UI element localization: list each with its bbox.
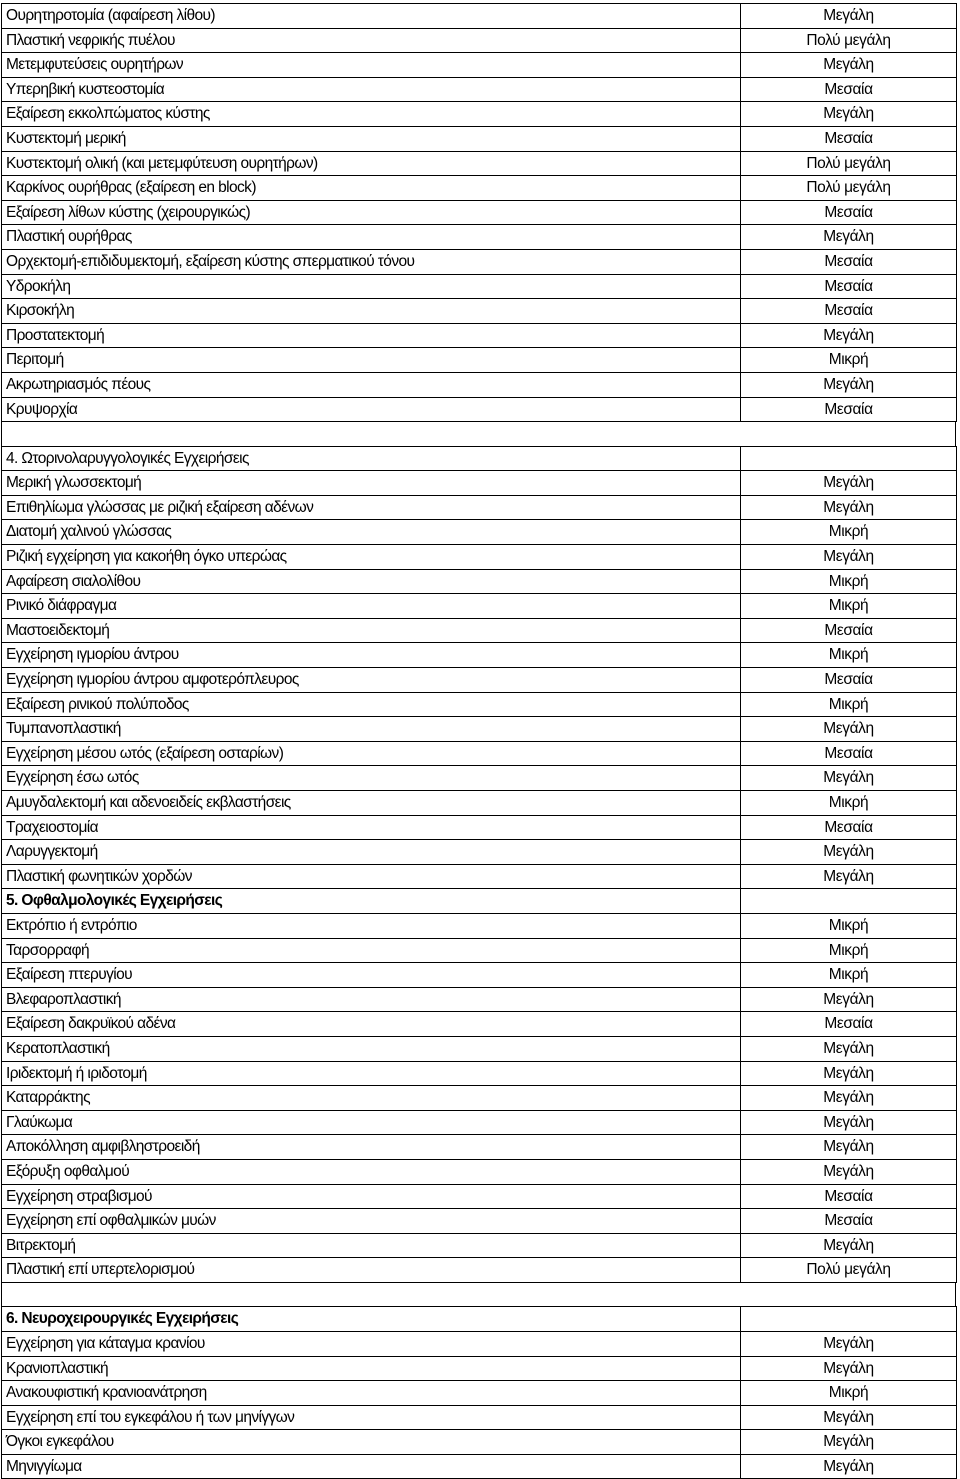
severity-cell: Μικρή <box>741 791 957 815</box>
procedure-cell: Ακρωτηριασμός πέους <box>1 373 741 397</box>
table-row <box>1 1380 957 1405</box>
table-row <box>1 298 957 323</box>
procedure-cell: Προστατεκτομή <box>1 324 741 348</box>
procedure-cell: Όγκοι εγκεφάλου <box>1 1430 741 1454</box>
procedure-cell: Περιτομή <box>1 348 741 372</box>
procedure-cell: Κρανιοπλαστική <box>1 1357 741 1381</box>
procedure-cell: Κερατοπλαστική <box>1 1037 741 1061</box>
procedure-cell: Εγχείρηση μέσου ωτός (εξαίρεση οσταρίων) <box>1 742 741 766</box>
severity-cell: Μεγάλη <box>741 766 957 790</box>
severity-cell: Μικρή <box>741 594 957 618</box>
severity-cell: Μεσαία <box>741 275 957 299</box>
table-row <box>1 446 957 471</box>
procedure-cell: Βιτρεκτομή <box>1 1234 741 1258</box>
procedure-cell: Μετεμφυτεύσεις ουρητήρων <box>1 53 741 77</box>
severity-cell: Μεγάλη <box>741 324 957 348</box>
table-row <box>1 3 957 28</box>
severity-cell: Μικρή <box>741 914 957 938</box>
severity-cell: Μεγάλη <box>741 1160 957 1184</box>
table-row <box>1 692 957 717</box>
severity-cell: Μεσαία <box>741 816 957 840</box>
severity-cell: Μεγάλη <box>741 865 957 889</box>
table-row <box>1 1233 957 1258</box>
procedure-cell: Πλαστική ουρήθρας <box>1 225 741 249</box>
severity-cell: Μεσαία <box>741 250 957 274</box>
severity-cell: Μεγάλη <box>741 1332 957 1356</box>
table-row <box>1 1159 957 1184</box>
severity-cell: Μεγάλη <box>741 1135 957 1159</box>
procedure-cell: Εξαίρεση εκκολπώματος κύστης <box>1 102 741 126</box>
procedure-cell: Μηνιγγίωμα <box>1 1455 741 1478</box>
severity-cell: Μεσαία <box>741 1185 957 1209</box>
table-row <box>1 618 957 643</box>
surgery-classification-table <box>1 3 957 1479</box>
severity-cell: Μικρή <box>741 693 957 717</box>
severity-cell: Μεγάλη <box>741 717 957 741</box>
table-row <box>1 962 957 987</box>
severity-cell: Μεγάλη <box>741 471 957 495</box>
procedure-cell: Πλαστική νεφρικής πυέλου <box>1 29 741 53</box>
procedure-cell: Πλαστική επί υπερτελορισμού <box>1 1258 741 1282</box>
severity-cell: Μεγάλη <box>741 1406 957 1430</box>
procedure-cell: Ουρητηροτομία (αφαίρεση λίθου) <box>1 4 741 28</box>
table-row <box>1 1405 957 1430</box>
severity-cell: Μικρή <box>741 520 957 544</box>
table-row <box>1 790 957 815</box>
table-row <box>1 839 957 864</box>
table-row <box>1 1184 957 1209</box>
procedure-cell: 6. Νευροχειρουργικές Εγχειρήσεις <box>1 1307 741 1331</box>
procedure-cell: Εγχείρηση ιγμορίου άντρου <box>1 643 741 667</box>
table-row <box>1 372 957 397</box>
severity-cell: Μικρή <box>741 348 957 372</box>
table-row <box>1 1454 957 1479</box>
procedure-cell: Αποκόλληση αμφιβληστροειδή <box>1 1135 741 1159</box>
table-row <box>1 1257 957 1282</box>
severity-cell: Μικρή <box>741 963 957 987</box>
severity-cell: Μεγάλη <box>741 1234 957 1258</box>
procedure-cell: Εγχείρηση στραβισμού <box>1 1185 741 1209</box>
severity-cell: Μεγάλη <box>741 1430 957 1454</box>
table-row <box>1 987 957 1012</box>
procedure-cell: Λαρυγγεκτομή <box>1 840 741 864</box>
severity-cell <box>741 447 957 471</box>
severity-cell: Πολύ μεγάλη <box>741 176 957 200</box>
severity-cell: Μεγάλη <box>741 545 957 569</box>
table-row <box>1 77 957 102</box>
severity-cell: Πολύ μεγάλη <box>741 152 957 176</box>
table-row <box>1 544 957 569</box>
table-row <box>1 1331 957 1356</box>
table-row <box>1 175 957 200</box>
table-row <box>1 1011 957 1036</box>
severity-cell: Μεγάλη <box>741 988 957 1012</box>
table-row <box>1 274 957 299</box>
procedure-cell: Εξαίρεση δακρυϊκού αδένα <box>1 1012 741 1036</box>
procedure-cell: Πλαστική φωνητικών χορδών <box>1 865 741 889</box>
procedure-cell: Βλεφαροπλαστική <box>1 988 741 1012</box>
severity-cell: Μεσαία <box>741 619 957 643</box>
procedure-cell: Ταρσορραφή <box>1 939 741 963</box>
table-row <box>1 569 957 594</box>
severity-cell: Μεγάλη <box>741 496 957 520</box>
severity-cell: Πολύ μεγάλη <box>741 29 957 53</box>
table-row <box>1 1356 957 1381</box>
table-row <box>1 323 957 348</box>
severity-cell: Μεγάλη <box>741 1455 957 1478</box>
table-row <box>1 249 957 274</box>
table-row <box>1 200 957 225</box>
procedure-cell: Καρκίνος ουρήθρας (εξαίρεση en block) <box>1 176 741 200</box>
table-row <box>1 938 957 963</box>
table-row <box>1 1085 957 1110</box>
table-row <box>1 52 957 77</box>
severity-cell: Μικρή <box>741 570 957 594</box>
severity-cell: Μικρή <box>741 939 957 963</box>
procedure-cell: Επιθηλίωμα γλώσσας με ριζική εξαίρεση αδένων <box>1 496 741 520</box>
procedure-cell: Τραχειοστομία <box>1 816 741 840</box>
severity-cell: Μεγάλη <box>741 1111 957 1135</box>
severity-cell: Πολύ μεγάλη <box>741 1258 957 1282</box>
severity-cell <box>741 1307 957 1331</box>
procedure-cell: Κυστεκτομή ολική (και μετεμφύτευση ουρητήρων) <box>1 152 741 176</box>
procedure-cell: Διατομή χαλινού γλώσσας <box>1 520 741 544</box>
section-heading-row <box>1 888 957 913</box>
procedure-cell: Μερική γλωσσεκτομή <box>1 471 741 495</box>
procedure-cell: Αφαίρεση σιαλολίθου <box>1 570 741 594</box>
table-row <box>1 1134 957 1159</box>
procedure-cell: Εξαίρεση λίθων κύστης (χειρουργικώς) <box>1 201 741 225</box>
table-row <box>1 1208 957 1233</box>
procedure-cell: 4. Ωτορινολαρυγγολογικές Εγχειρήσεις <box>1 447 741 471</box>
severity-cell: Μικρή <box>741 1381 957 1405</box>
severity-cell: Μεγάλη <box>741 1086 957 1110</box>
table-row <box>1 864 957 889</box>
table-row <box>1 519 957 544</box>
table-row <box>1 815 957 840</box>
table-row <box>1 667 957 692</box>
procedure-cell: Αμυγδαλεκτομή και αδενοειδείς εκβλαστήσεις <box>1 791 741 815</box>
table-row <box>1 28 957 53</box>
procedure-cell: Υδροκήλη <box>1 275 741 299</box>
table-row <box>1 151 957 176</box>
table-row <box>1 765 957 790</box>
table-row <box>1 101 957 126</box>
severity-cell: Μεγάλη <box>741 225 957 249</box>
procedure-cell: Μαστοειδεκτομή <box>1 619 741 643</box>
table-row <box>1 741 957 766</box>
severity-cell: Μεσαία <box>741 299 957 323</box>
table-row <box>1 1429 957 1454</box>
severity-cell <box>741 889 957 913</box>
procedure-cell: Ριζική εγχείρηση για κακοήθη όγκο υπερώας <box>1 545 741 569</box>
procedure-cell: Εγχείρηση ιγμορίου άντρου αμφοτερόπλευρος <box>1 668 741 692</box>
severity-cell: Μεγάλη <box>741 373 957 397</box>
procedure-cell: Ανακουφιστική κρανιοανάτρηση <box>1 1381 741 1405</box>
table-row <box>1 470 957 495</box>
severity-cell: Μεγάλη <box>741 1037 957 1061</box>
procedure-cell: Κρυψορχία <box>1 398 741 422</box>
severity-cell: Μεγάλη <box>741 102 957 126</box>
procedure-cell: Εξαίρεση ρινικού πολύποδος <box>1 693 741 717</box>
procedure-cell: Κυστεκτομή μερική <box>1 127 741 151</box>
procedure-cell: Εξαίρεση πτερυγίου <box>1 963 741 987</box>
procedure-cell: Εκτρόπιο ή εντρόπιο <box>1 914 741 938</box>
procedure-cell: 5. Οφθαλμολογικές Εγχειρήσεις <box>1 889 741 913</box>
severity-cell: Μεγάλη <box>741 840 957 864</box>
spacer-row <box>1 1282 957 1307</box>
severity-cell: Μεσαία <box>741 742 957 766</box>
severity-cell: Μεσαία <box>741 127 957 151</box>
severity-cell: Μεσαία <box>741 398 957 422</box>
spacer-row <box>1 421 957 446</box>
procedure-cell: Κιρσοκήλη <box>1 299 741 323</box>
table-row <box>1 913 957 938</box>
procedure-cell: Ορχεκτομή-επιδιδυμεκτομή, εξαίρεση κύστης σπερματικού τόνου <box>1 250 741 274</box>
severity-cell: Μικρή <box>741 643 957 667</box>
table-row <box>1 495 957 520</box>
table-row <box>1 642 957 667</box>
table-row <box>1 1036 957 1061</box>
procedure-cell: Εγχείρηση έσω ωτός <box>1 766 741 790</box>
procedure-cell: Εγχείρηση για κάταγμα κρανίου <box>1 1332 741 1356</box>
section-heading-row <box>1 1306 957 1331</box>
severity-cell: Μεσαία <box>741 1012 957 1036</box>
procedure-cell: Υπερηβική κυστεοστομία <box>1 78 741 102</box>
severity-cell: Μεσαία <box>741 1209 957 1233</box>
severity-cell: Μεγάλη <box>741 1357 957 1381</box>
severity-cell: Μεγάλη <box>741 53 957 77</box>
severity-cell: Μεσαία <box>741 201 957 225</box>
procedure-cell: Γλαύκωμα <box>1 1111 741 1135</box>
procedure-cell <box>1 422 956 446</box>
procedure-cell: Εγχείρηση επί του εγκεφάλου ή των μηνίγγων <box>1 1406 741 1430</box>
procedure-cell: Τυμπανοπλαστική <box>1 717 741 741</box>
severity-cell: Μεσαία <box>741 668 957 692</box>
procedure-cell: Ρινικό διάφραγμα <box>1 594 741 618</box>
table-row <box>1 397 957 422</box>
procedure-cell: Ιριδεκτομή ή ιριδοτομή <box>1 1062 741 1086</box>
table-row <box>1 593 957 618</box>
procedure-cell: Καταρράκτης <box>1 1086 741 1110</box>
severity-cell: Μεγάλη <box>741 4 957 28</box>
table-row <box>1 347 957 372</box>
table-row <box>1 1110 957 1135</box>
severity-cell: Μεσαία <box>741 78 957 102</box>
procedure-cell <box>1 1283 956 1307</box>
table-row <box>1 1061 957 1086</box>
procedure-cell: Εγχείρηση επί οφθαλμικών μυών <box>1 1209 741 1233</box>
table-row <box>1 224 957 249</box>
table-row <box>1 716 957 741</box>
severity-cell: Μεγάλη <box>741 1062 957 1086</box>
table-row <box>1 126 957 151</box>
procedure-cell: Εξόρυξη οφθαλμού <box>1 1160 741 1184</box>
